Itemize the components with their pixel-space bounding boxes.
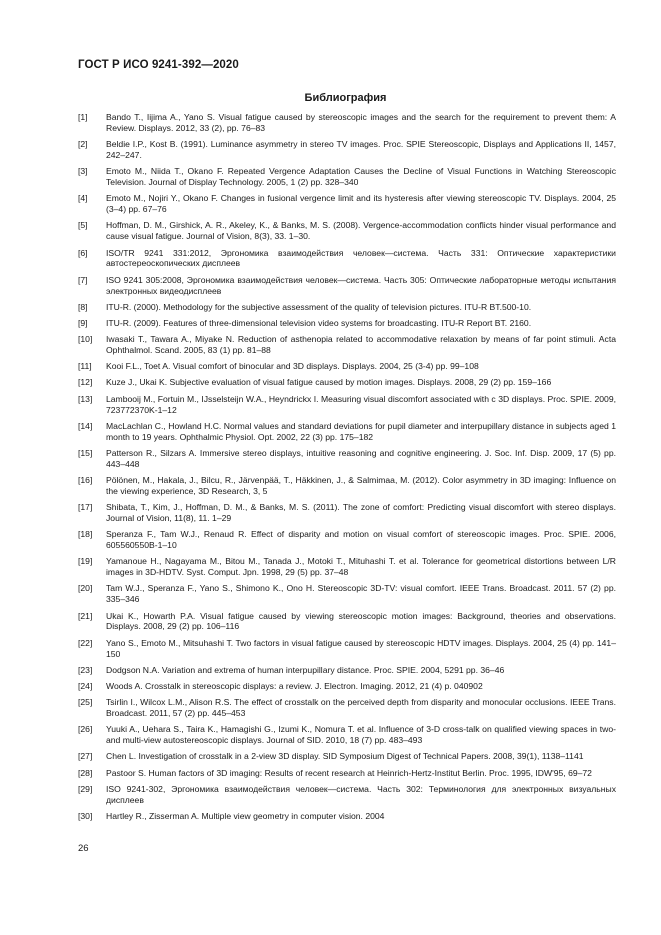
reference-text: ISO 9241 305:2008, Эргономика взаимодействия человек—система. Часть 305: Оптические лабораторные методы испытания электронных видеодисплеев — [106, 274, 616, 296]
reference-number: [14] — [78, 420, 93, 431]
reference-text: Tam W.J., Speranza F., Yano S., Shimono K., Ono H. Stereoscopic 3D-TV: visual comfort. IEEE Trans. Broadcast. 2011. 57 (2) pp. 335–346 — [106, 583, 616, 605]
reference-item — [78, 139, 616, 161]
reference-item — [78, 724, 616, 746]
document-header: ГОСТ Р ИСО 9241-392—2020 — [78, 59, 239, 71]
reference-text: Emoto M., Nojiri Y., Okano F. Changes in fusional vergence limit and its hysteresis after viewing stereoscopic TV. Displays. 2004, 25 (3–4) pp. 67–76 — [106, 193, 616, 215]
reference-text: Yamanoue H., Nagayama M., Bitou M., Tanada J., Motoki T., Mituhashi T. et al. Tolerance for geometrical distortions between L/R images in 3D-HDTV. Syst. Comput. Jpn. 1998, 29 (5) pp. 37–48 — [106, 556, 616, 578]
reference-number: [5] — [78, 220, 88, 231]
reference-item — [78, 334, 616, 356]
reference-text: Speranza F., Tam W.J., Renaud R. Effect of disparity and motion on visual comfort of stereoscopic images. Proc. SPIE. 2006, 605560550B-1–10 — [106, 529, 616, 551]
reference-number: [28] — [78, 767, 93, 778]
reference-text: Yano S., Emoto M., Mitsuhashi T. Two factors in visual fatigue caused by stereoscopic HDTV images. Displays. 2004, 25 (4) pp. 141–150 — [106, 637, 616, 659]
reference-item — [78, 768, 616, 779]
reference-number: [11] — [78, 361, 92, 372]
reference-item — [78, 583, 616, 605]
reference-item — [78, 220, 616, 242]
reference-text: Tsirlin I., Wilcox L.M., Alison R.S. The effect of crosstalk on the perceived depth from disparity and monocular occlusions. IEEE Trans. Broadcast. 2011, 57 (2) pp. 445–453 — [106, 697, 616, 719]
reference-item — [78, 394, 616, 416]
reference-item — [78, 377, 616, 388]
reference-item — [78, 611, 616, 633]
reference-text: Pastoor S. Human factors of 3D imaging: Results of recent research at Heinrich-Hertz-Institut Berlin. Proc. 1995, IDW'95, 69–72 — [106, 767, 592, 778]
reference-list — [78, 112, 616, 827]
reference-item — [78, 193, 616, 215]
reference-item — [78, 665, 616, 676]
reference-number: [27] — [78, 751, 93, 762]
reference-item — [78, 529, 616, 551]
reference-text: Patterson R., Silzars A. Immersive stereo displays, intuitive reasoning and cognitive engineering. J. Soc. Inf. Disp. 2009, 17 (5) pp. 443–448 — [106, 447, 616, 469]
reference-text: ISO/TR 9241 331:2012, Эргономика взаимодействия человек—система. Часть 331: Оптические характеристики автостереоскопических дисплеев — [106, 247, 616, 269]
reference-item — [78, 697, 616, 719]
reference-number: [9] — [78, 317, 88, 328]
reference-number: [30] — [78, 810, 93, 821]
reference-item — [78, 302, 616, 313]
reference-number: [4] — [78, 193, 88, 204]
reference-number: [6] — [78, 247, 88, 258]
reference-text: Emoto M., Niida T., Okano F. Repeated Vergence Adaptation Causes the Decline of Visual Functions in Watching Stereoscopic Television. Journal of Display Technology. 2005, 1 (2) pp. 328–340 — [106, 166, 616, 188]
reference-number: [29] — [78, 783, 93, 794]
reference-number: [1] — [78, 112, 88, 122]
reference-number: [16] — [78, 475, 93, 486]
bibliography-title: Библиография — [304, 92, 387, 104]
reference-number: [2] — [78, 139, 88, 150]
reference-item — [78, 361, 616, 372]
reference-item — [78, 502, 616, 524]
reference-number: [24] — [78, 680, 93, 691]
reference-number: [3] — [78, 166, 88, 177]
reference-number: [12] — [78, 377, 93, 388]
reference-item — [78, 318, 616, 329]
reference-text: MacLachlan C., Howland H.C. Normal values and standard deviations for pupil diameter and interpupillary distance in subjects aged 1 month to 19 years. Ophthalmic Physiol. Opt. 2002, 22 (3) pp. 175–182 — [106, 420, 616, 442]
reference-item — [78, 638, 616, 660]
reference-item — [78, 248, 616, 270]
reference-item — [78, 556, 616, 578]
reference-item — [78, 784, 616, 806]
reference-text: ITU-R. (2009). Features of three-dimensional television video systems for broadcasting. ITU-R Report BT. 2160. — [106, 317, 532, 328]
reference-text: Dodgson N.A. Variation and extrema of human interpupillary distance. Proc. SPIE. 2004, 5291 pp. 36–46 — [106, 664, 505, 675]
reference-text: Pölönen, M., Hakala, J., Bilcu, R., Järvenpää, T., Häkkinen, J., & Salmimaa, M. (2012). Color asymmetry in 3D imaging: Influence on the viewing experience, 3D Research, 3, 5 — [106, 475, 616, 496]
reference-text: Iwasaki T., Tawara A., Miyake N. Reduction of asthenopia related to accommodative relaxation by means of far point stimuli. Acta Ophthalmol. Scand. 2005, 83 (1) pp. 81–88 — [106, 334, 616, 356]
page-number: 26 — [78, 843, 89, 854]
reference-item — [78, 275, 616, 297]
reference-item — [78, 448, 616, 470]
reference-text: Ukai K., Howarth P.A. Visual fatigue caused by viewing stereoscopic motion images: Background, theories and observations. Displays. 2008, 29 (2) pp. 106–116 — [106, 610, 616, 632]
reference-text: Beldie I.P., Kost B. (1991). Luminance asymmetry in stereo TV images. Proc. SPIE Stereoscopic, Displays and Applications II, 1457, 242–247. — [106, 139, 616, 161]
reference-text: Shibata, T., Kim, J., Hoffman, D. M., & Banks, M. S. (2011). The zone of comfort: Predicting visual discomfort with stereo displays. Journal of Vision, 11(8), 11. 1–29 — [106, 502, 616, 524]
reference-text: Kuze J., Ukai K. Subjective evaluation of visual fatigue caused by motion images. Displays. 2008, 29 (2) pp. 159–166 — [106, 377, 552, 388]
reference-number: [17] — [78, 502, 93, 513]
reference-item — [78, 811, 616, 822]
reference-item — [78, 112, 616, 134]
reference-text: Woods A. Crosstalk in stereoscopic displays: a review. J. Electron. Imaging. 2012, 21 (4) p. 040902 — [106, 680, 483, 691]
reference-item — [78, 421, 616, 443]
reference-number: [20] — [78, 583, 93, 594]
reference-text: ISO 9241-302, Эргономика взаимодействия человек—система. Часть 302: Терминология для электронных визуальных дисплеев — [106, 783, 616, 805]
reference-number: [7] — [78, 274, 88, 285]
reference-number: [21] — [78, 610, 93, 621]
reference-number: [13] — [78, 393, 93, 404]
reference-item — [78, 751, 616, 762]
reference-text: ITU-R. (2000). Methodology for the subjective assessment of the quality of television pictures. ITU-R BT.500-10. — [106, 301, 532, 312]
reference-number: [10] — [78, 334, 93, 345]
reference-text: Kooi F.L., Toet A. Visual comfort of binocular and 3D displays. Displays. 2004, 25 (3-4) pp. 99–108 — [106, 361, 479, 372]
reference-text: Hartley R., Zisserman A. Multiple view geometry in computer vision. 2004 — [106, 810, 385, 821]
reference-number: [15] — [78, 447, 93, 458]
reference-item — [78, 166, 616, 188]
reference-number: [26] — [78, 724, 93, 735]
reference-text: Lambooij M., Fortuin M., IJsselsteijn W.A., Heyndrickx I. Measuring visual discomfort associated with c 3D displays. Proc. SPIE. 2009, 723772370K-1–12 — [106, 393, 616, 415]
reference-number: [18] — [78, 529, 93, 540]
reference-number: [19] — [78, 556, 93, 567]
reference-number: [8] — [78, 301, 88, 312]
reference-text: Hoffman, D. M., Girshick, A. R., Akeley, K., & Banks, M. S. (2008). Vergence-accommodation conflicts hinder visual performance and cause visual fatigue. Journal of Vision, 8(3), 33. 1–30. — [106, 220, 616, 242]
reference-text: Yuuki A., Uehara S., Taira K., Hamagishi G., Izumi K., Nomura T. et al. Influence of 3-D cross-talk on qualified viewing spaces in two- and multi-view autostereoscopic displays. Journal of SID. 2010, 18 (7) pp. 483–493 — [106, 724, 616, 746]
reference-item — [78, 475, 616, 497]
reference-text: Bando T., Iijima A., Yano S. Visual fatigue caused by stereoscopic images and the search for the requirement to prevent them: A Review. Displays. 2012, 33 (2), pp. 76–83 — [106, 112, 616, 133]
reference-number: [23] — [78, 664, 93, 675]
reference-number: [22] — [78, 637, 93, 648]
reference-item — [78, 681, 616, 692]
reference-text: Chen L. Investigation of crosstalk in a 2-view 3D display. SID Symposium Digest of Technical Papers. 2008, 39(1), 1138–1141 — [106, 751, 584, 762]
reference-number: [25] — [78, 697, 93, 708]
